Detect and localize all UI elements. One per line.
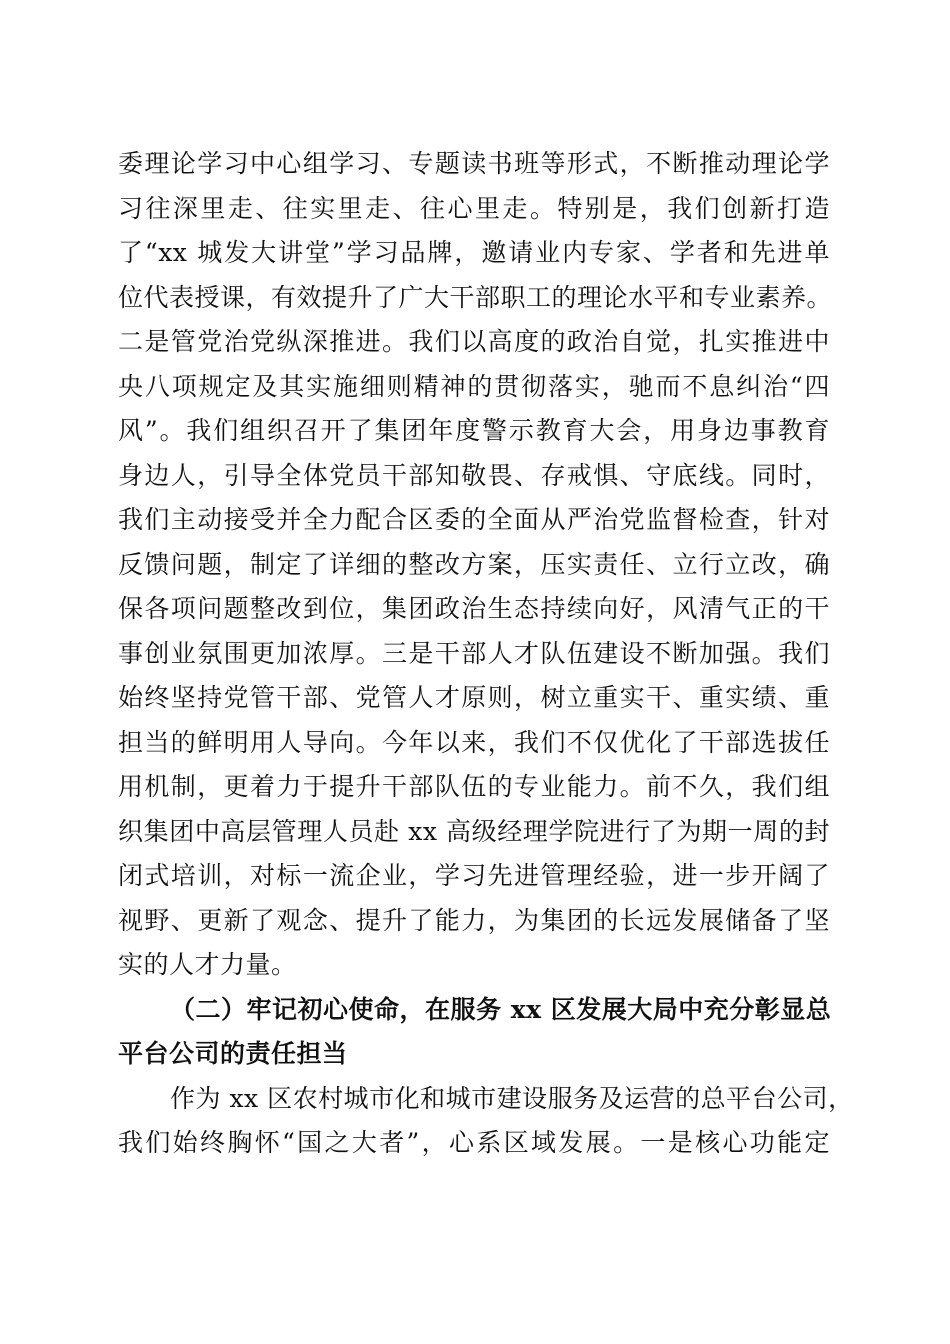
text-line: 身边人，引导全体党员干部知敬畏、存戒惧、守底线。同时， xyxy=(118,460,830,490)
paragraph-party-building xyxy=(118,142,833,988)
text-line: 视野、更新了观念、提升了能力，为集团的长远发展储备了坚 xyxy=(118,905,830,935)
section-heading xyxy=(118,988,830,1077)
text-line: 实的人才力量。 xyxy=(118,950,297,979)
text-line: 担当的鲜明用人导向。今年以来，我们不仅优化了干部选拔任 xyxy=(118,727,830,757)
heading-line: 平台公司的责任担当 xyxy=(118,1039,348,1068)
text-line: 用机制，更着力于提升干部队伍的专业能力。前不久，我们组 xyxy=(118,772,830,801)
text-line: 反馈问题，制定了详细的整改方案，压实责任、立行立改，确 xyxy=(118,549,830,579)
text-line: 风”。我们组织召开了集团年度警示教育大会，用身边事教育 xyxy=(118,416,830,445)
text-line: 保各项问题整改到位，集团政治生态持续向好，风清气正的干 xyxy=(118,594,830,623)
text-line: 央八项规定及其实施细则精神的贯彻落实，驰而不息纠治“四 xyxy=(118,371,830,401)
text-line: 委理论学习中心组学习、专题读书班等形式，不断推动理论学 xyxy=(118,149,830,178)
text-line: 二是管党治党纵深推进。我们以高度的政治自觉，扎实推进中 xyxy=(118,327,830,356)
paragraph-service xyxy=(118,1077,854,1166)
text-line: 始终坚持党管干部、党管人才原则，树立重实干、重实绩、重 xyxy=(118,683,830,712)
text-line: 作为 xx 区农村城市化和城市建设服务及运营的总平台公司， xyxy=(170,1083,854,1113)
text-line: 织集团中高层管理人员赴 xx 高级经理学院进行了为期一周的封 xyxy=(118,816,830,846)
text-line: 位代表授课，有效提升了广大干部职工的理论水平和专业素养。 xyxy=(118,282,833,312)
heading-line: （二）牢记初心使命，在服务 xx 区发展大局中充分彰显总 xyxy=(170,994,832,1024)
text-line: 我们主动接受并全力配合区委的全面从严治党监督检查，针对 xyxy=(118,505,830,534)
text-line: 事创业氛围更加浓厚。三是干部人才队伍建设不断加强。我们 xyxy=(118,638,830,668)
text-line: 我们始终胸怀“国之大者”，心系区域发展。一是核心功能定 xyxy=(118,1128,830,1157)
text-line: 闭式培训，对标一流企业，学习先进管理经验，进一步开阔了 xyxy=(118,861,830,890)
document-body xyxy=(118,142,854,1166)
text-line: 了“xx 城发大讲堂”学习品牌，邀请业内专家、学者和先进单 xyxy=(118,238,830,267)
text-line: 习往深里走、往实里走、往心里走。特别是，我们创新打造 xyxy=(118,193,830,223)
